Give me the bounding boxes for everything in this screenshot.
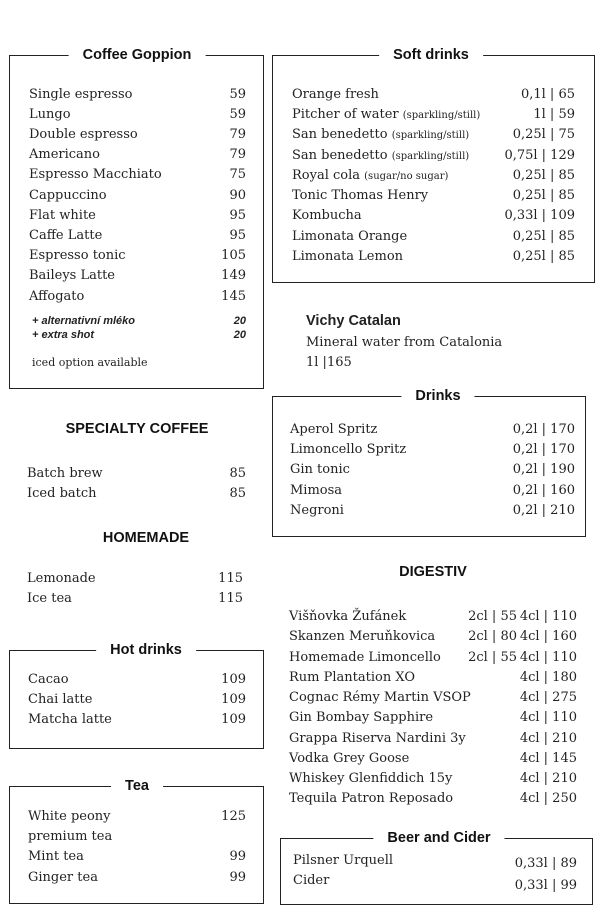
hot-drinks-title: Hot drinks [96,641,196,659]
specialty-coffee-title: SPECIALTY COFFEE [65,421,209,437]
beer-cider-title: Beer and Cider [373,829,504,847]
vichy-catalan-title: Vichy Catalan [306,313,401,329]
vichy-description: Mineral water from Catalonia [306,335,503,350]
digestiv-title: DIGESTIV [399,564,467,580]
iced-option-note: iced option available [32,356,148,369]
homemade-title: HOMEMADE [102,530,190,546]
tea-title: Tea [111,777,163,795]
tea-box [9,786,264,904]
soft-drinks-title: Soft drinks [379,46,483,64]
drinks-title: Drinks [401,387,474,405]
vichy-price: 1l |165 [306,355,352,370]
coffee-goppion-title: Coffee Goppion [69,46,206,64]
